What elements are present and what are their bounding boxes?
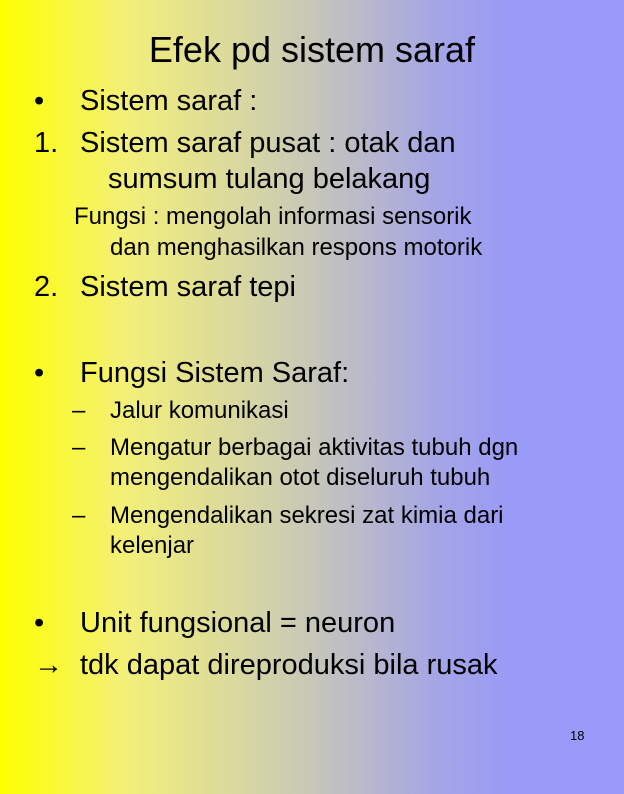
- sub-item-mengatur-line1: Mengatur berbagai aktivitas tubuh dgn: [110, 434, 519, 461]
- arrow-note: tdk dapat direproduksi bila rusak: [80, 649, 498, 681]
- sub-item-sekresi-line1: Mengendalikan sekresi zat kimia dari: [110, 502, 504, 529]
- slide-title: Efek pd sistem saraf: [148, 29, 476, 70]
- sub-marker: –: [72, 397, 86, 424]
- numbered-marker-1: 1.: [34, 127, 59, 159]
- sub-item-sekresi-line2: kelenjar: [110, 532, 195, 559]
- fungsi-line2: dan menghasilkan respons motorik: [110, 234, 483, 261]
- sub-item-jalur-komunikasi: Jalur komunikasi: [110, 397, 289, 424]
- bullet-unit-fungsional: Unit fungsional = neuron: [80, 607, 396, 639]
- bullet-marker: •: [34, 607, 45, 639]
- page-number: 18: [570, 728, 585, 743]
- bullet-sistem-saraf: Sistem saraf :: [80, 85, 258, 117]
- bullet-marker: •: [34, 85, 45, 117]
- numbered-item-1-line2: sumsum tulang belakang: [108, 163, 431, 195]
- numbered-marker-2: 2.: [34, 271, 59, 303]
- bullet-fungsi-sistem-saraf: Fungsi Sistem Saraf:: [80, 357, 350, 389]
- bullet-marker: •: [34, 357, 45, 389]
- numbered-item-1-line1: Sistem saraf pusat : otak dan: [80, 127, 456, 159]
- numbered-item-2: Sistem saraf tepi: [80, 271, 296, 303]
- fungsi-line1: Fungsi : mengolah informasi sensorik: [74, 203, 472, 230]
- sub-marker: –: [72, 502, 86, 529]
- sub-item-mengatur-line2: mengendalikan otot diseluruh tubuh: [110, 464, 491, 491]
- sub-marker: –: [72, 434, 86, 461]
- arrow-icon: →: [34, 649, 63, 681]
